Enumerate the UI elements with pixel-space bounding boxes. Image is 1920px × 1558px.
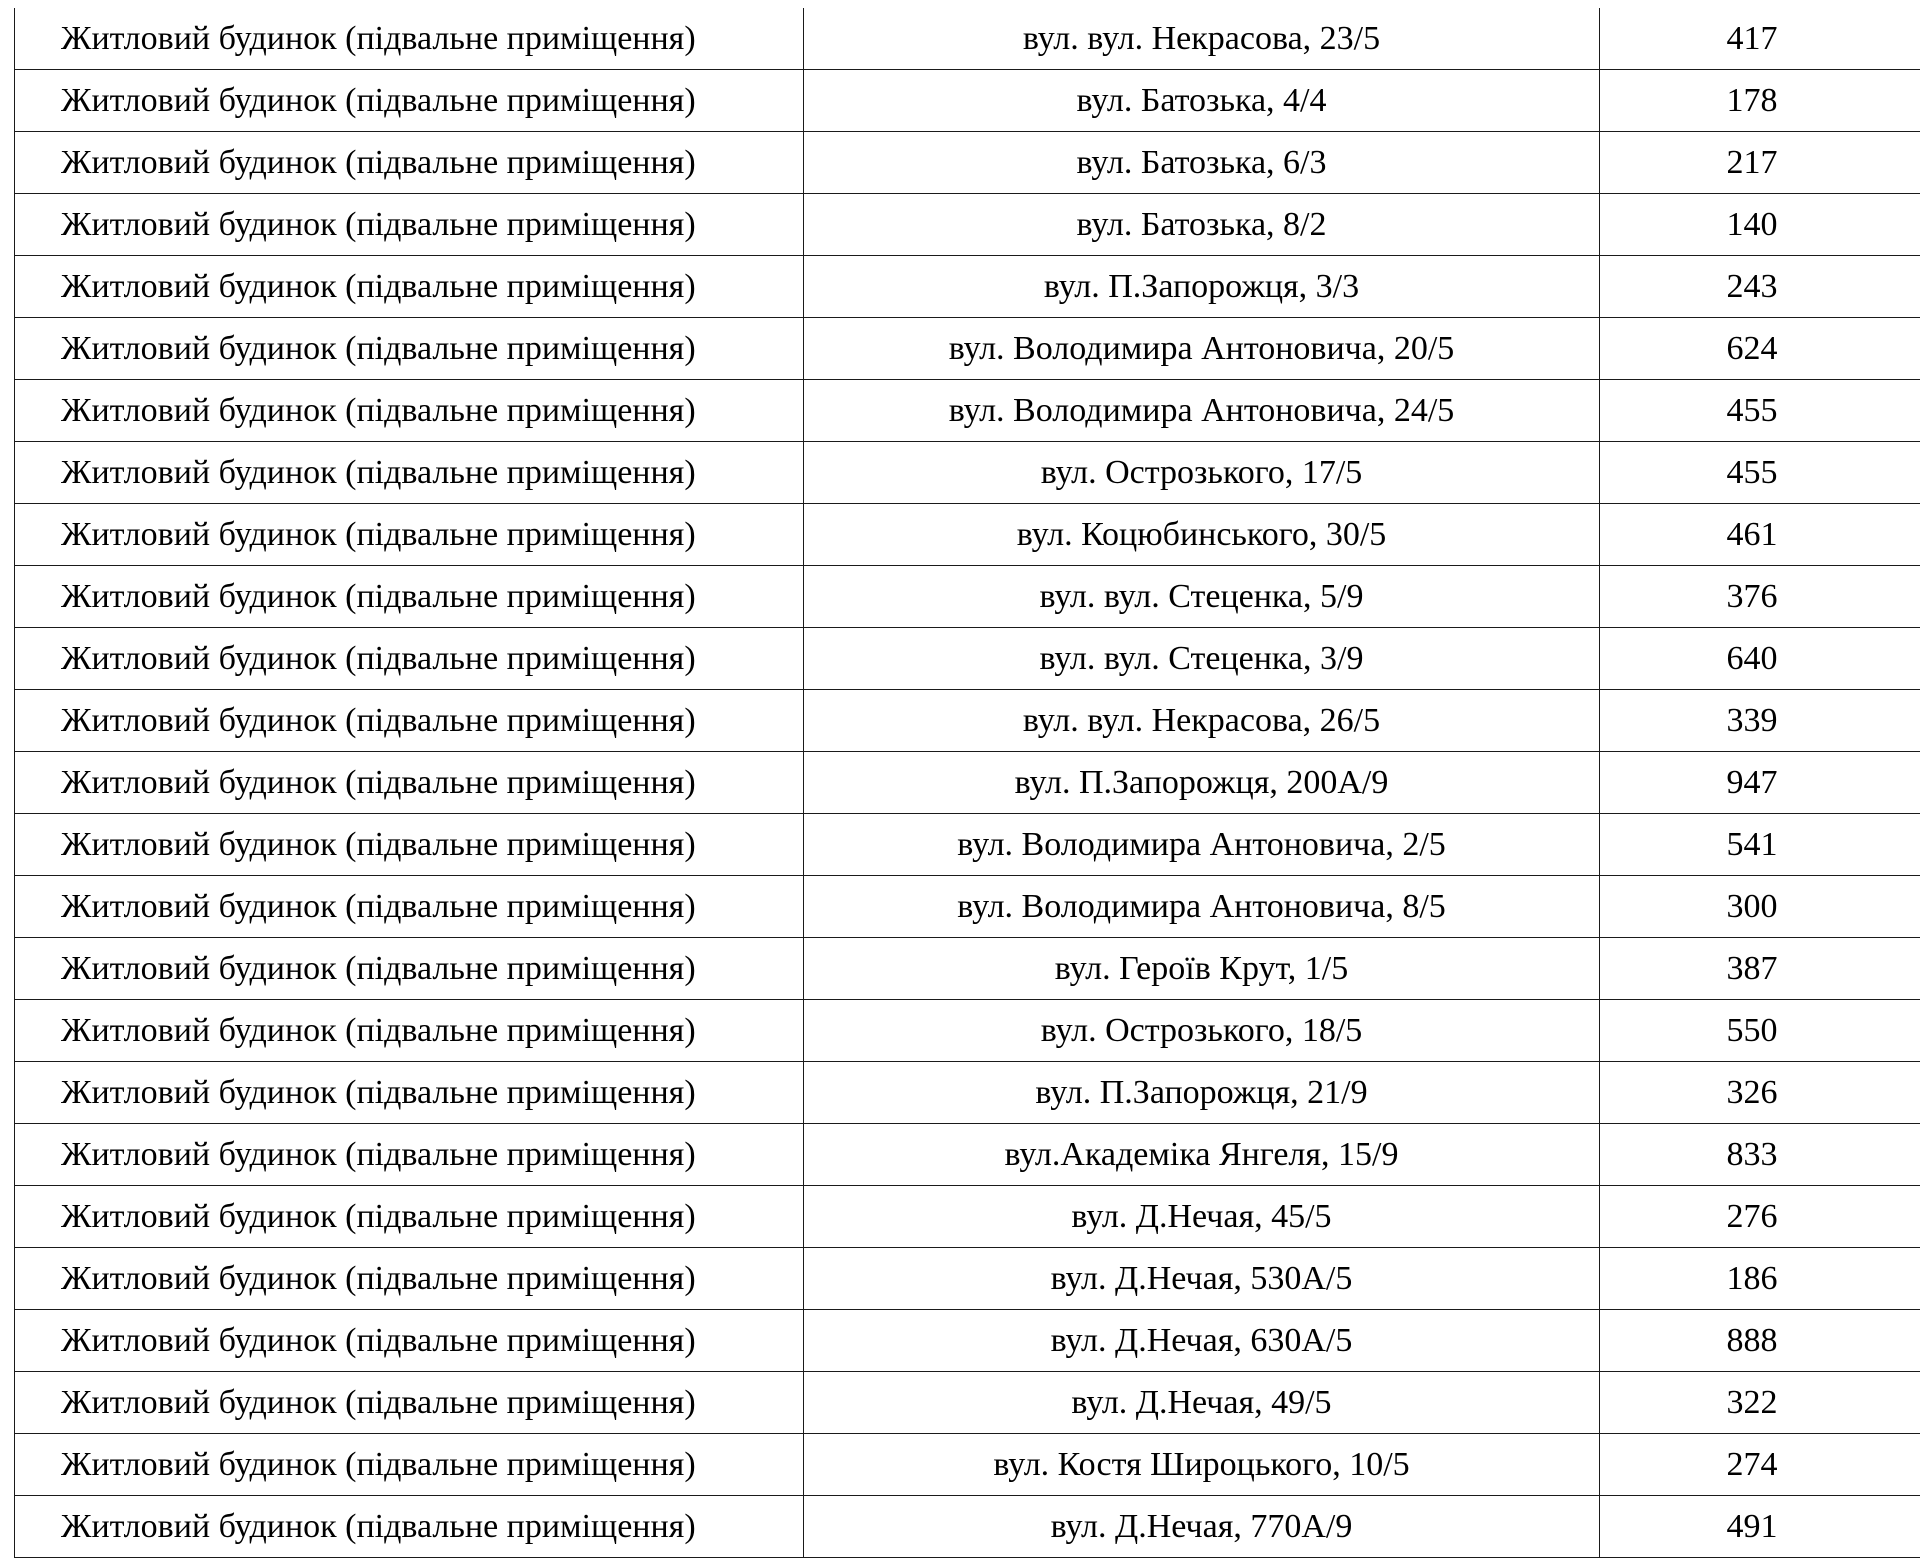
area-cell: 276 (1600, 1186, 1920, 1248)
table-row (15, 1496, 1920, 1558)
area-cell: 947 (1600, 752, 1920, 814)
address-cell: вул. Володимира Антоновича, 24/5 (804, 380, 1600, 442)
premises-name-cell: Житловий будинок (підвальне приміщення) (15, 442, 804, 504)
premises-name-cell: Житловий будинок (підвальне приміщення) (15, 256, 804, 318)
area-cell: 624 (1600, 318, 1920, 380)
area-cell: 640 (1600, 628, 1920, 690)
table-row (15, 814, 1920, 876)
area-cell: 243 (1600, 256, 1920, 318)
area-cell: 455 (1600, 442, 1920, 504)
table-row (15, 690, 1920, 752)
address-cell: вул. Батозька, 8/2 (804, 194, 1600, 256)
premises-table (14, 8, 1920, 1558)
area-cell: 491 (1600, 1496, 1920, 1558)
table-row (15, 318, 1920, 380)
premises-name-cell: Житловий будинок (підвальне приміщення) (15, 1310, 804, 1372)
premises-name-cell: Житловий будинок (підвальне приміщення) (15, 690, 804, 752)
area-cell: 326 (1600, 1062, 1920, 1124)
premises-name-cell: Житловий будинок (підвальне приміщення) (15, 70, 804, 132)
table-row (15, 1310, 1920, 1372)
area-cell: 140 (1600, 194, 1920, 256)
address-cell: вул. Д.Нечая, 770А/9 (804, 1496, 1600, 1558)
premises-name-cell: Житловий будинок (підвальне приміщення) (15, 380, 804, 442)
address-cell: вул. Героїв Крут, 1/5 (804, 938, 1600, 1000)
address-cell: вул. Острозького, 18/5 (804, 1000, 1600, 1062)
area-cell: 274 (1600, 1434, 1920, 1496)
area-cell: 322 (1600, 1372, 1920, 1434)
premises-name-cell: Житловий будинок (підвальне приміщення) (15, 876, 804, 938)
table-row (15, 938, 1920, 1000)
area-cell: 888 (1600, 1310, 1920, 1372)
table-row (15, 194, 1920, 256)
premises-name-cell: Житловий будинок (підвальне приміщення) (15, 1372, 804, 1434)
address-cell: вул. Батозька, 4/4 (804, 70, 1600, 132)
premises-name-cell: Житловий будинок (підвальне приміщення) (15, 8, 804, 70)
premises-name-cell: Житловий будинок (підвальне приміщення) (15, 1496, 804, 1558)
address-cell: вул. Володимира Антоновича, 20/5 (804, 318, 1600, 380)
table-row (15, 628, 1920, 690)
area-cell: 455 (1600, 380, 1920, 442)
address-cell: вул. П.Запорожця, 200А/9 (804, 752, 1600, 814)
address-cell: вул. Д.Нечая, 630А/5 (804, 1310, 1600, 1372)
address-cell: вул. П.Запорожця, 3/3 (804, 256, 1600, 318)
address-cell: вул. Коцюбинського, 30/5 (804, 504, 1600, 566)
table-row (15, 8, 1920, 70)
address-cell: вул. вул. Некрасова, 26/5 (804, 690, 1600, 752)
premises-name-cell: Житловий будинок (підвальне приміщення) (15, 814, 804, 876)
table-row (15, 876, 1920, 938)
address-cell: вул. Володимира Антоновича, 8/5 (804, 876, 1600, 938)
table-row (15, 256, 1920, 318)
premises-name-cell: Житловий будинок (підвальне приміщення) (15, 1434, 804, 1496)
premises-name-cell: Житловий будинок (підвальне приміщення) (15, 1248, 804, 1310)
area-cell: 178 (1600, 70, 1920, 132)
premises-name-cell: Житловий будинок (підвальне приміщення) (15, 504, 804, 566)
premises-name-cell: Житловий будинок (підвальне приміщення) (15, 752, 804, 814)
address-cell: вул. Д.Нечая, 45/5 (804, 1186, 1600, 1248)
address-cell: вул. вул. Стеценка, 3/9 (804, 628, 1600, 690)
premises-name-cell: Житловий будинок (підвальне приміщення) (15, 1186, 804, 1248)
area-cell: 550 (1600, 1000, 1920, 1062)
table-row (15, 442, 1920, 504)
premises-name-cell: Житловий будинок (підвальне приміщення) (15, 628, 804, 690)
address-cell: вул. Костя Широцького, 10/5 (804, 1434, 1600, 1496)
table-row (15, 1124, 1920, 1186)
area-cell: 461 (1600, 504, 1920, 566)
premises-name-cell: Житловий будинок (підвальне приміщення) (15, 1062, 804, 1124)
table-row (15, 504, 1920, 566)
table-row (15, 132, 1920, 194)
address-cell: вул. Д.Нечая, 49/5 (804, 1372, 1600, 1434)
table-row (15, 1186, 1920, 1248)
table-row (15, 1248, 1920, 1310)
address-cell: вул.Академіка Янгеля, 15/9 (804, 1124, 1600, 1186)
table-row (15, 752, 1920, 814)
address-cell: вул. Батозька, 6/3 (804, 132, 1600, 194)
address-cell: вул. П.Запорожця, 21/9 (804, 1062, 1600, 1124)
area-cell: 833 (1600, 1124, 1920, 1186)
premises-name-cell: Житловий будинок (підвальне приміщення) (15, 194, 804, 256)
address-cell: вул. Володимира Антоновича, 2/5 (804, 814, 1600, 876)
table-row (15, 70, 1920, 132)
table-row (15, 1062, 1920, 1124)
area-cell: 217 (1600, 132, 1920, 194)
area-cell: 186 (1600, 1248, 1920, 1310)
table-row (15, 1000, 1920, 1062)
premises-name-cell: Житловий будинок (підвальне приміщення) (15, 938, 804, 1000)
table-row (15, 1434, 1920, 1496)
area-cell: 387 (1600, 938, 1920, 1000)
table-row (15, 566, 1920, 628)
area-cell: 376 (1600, 566, 1920, 628)
area-cell: 417 (1600, 8, 1920, 70)
address-cell: вул. Д.Нечая, 530А/5 (804, 1248, 1600, 1310)
area-cell: 339 (1600, 690, 1920, 752)
premises-name-cell: Житловий будинок (підвальне приміщення) (15, 566, 804, 628)
premises-table-body (15, 8, 1920, 1558)
table-row (15, 380, 1920, 442)
area-cell: 541 (1600, 814, 1920, 876)
address-cell: вул. Острозького, 17/5 (804, 442, 1600, 504)
address-cell: вул. вул. Стеценка, 5/9 (804, 566, 1600, 628)
table-row (15, 1372, 1920, 1434)
premises-name-cell: Житловий будинок (підвальне приміщення) (15, 1124, 804, 1186)
address-cell: вул. вул. Некрасова, 23/5 (804, 8, 1600, 70)
premises-name-cell: Житловий будинок (підвальне приміщення) (15, 318, 804, 380)
premises-name-cell: Житловий будинок (підвальне приміщення) (15, 132, 804, 194)
premises-name-cell: Житловий будинок (підвальне приміщення) (15, 1000, 804, 1062)
area-cell: 300 (1600, 876, 1920, 938)
